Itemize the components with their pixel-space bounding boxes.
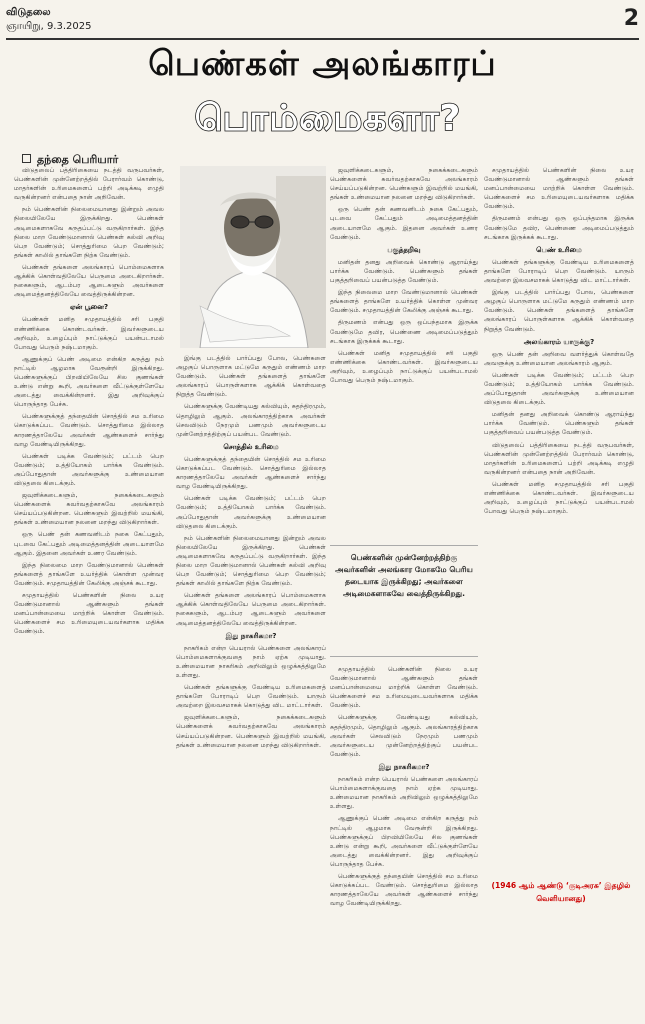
paragraph: நாகரிகம் என்ற பெயரால் பெண்களை அலங்காரப் பொம்மைகளாக்குவதை நாம் ஏற்க முடியாது. உண்மையான நாகரிகம் அறிவிலும் ஒழுக்கத்திலுமே உள்ளது. [330,776,478,811]
issue-date: ஞாயிறு, 9.3.2025 [6,21,92,32]
bullet-icon [22,154,31,163]
subheading: சொத்தில் உரிமை [223,442,279,451]
paragraph: பெண்கள் மனித சமுதாயத்தில் சரி பகுதி எண்ணிக்கை கொண்டவர்கள். இவர்களுடைய அறிவும், உழைப்பும் நாட்டுக்குப் பயன்படாமல் போவது பெரும் நஷ்டமாகும். [484,480,634,516]
pull-quote: பெண்களின் முன்னேற்றத்திற்கு அவர்களின் அலங்கார மோகமே பெரிய தடையாக இருக்கிறது; அவர்களை அடிமைகளாகவே வைத்திருக்கிறது. [330,545,478,657]
paragraph: இங்கு படத்தில் பார்ப்பது போல, பெண்களை அழகுப் பொருளாக மட்டுமே கருதும் எண்ணம் மாற வேண்டும். பெண்கள் தங்களைத் தாங்களே அலங்காரப் பொருள்களாக ஆக்கிக் கொள்வதை நிறுத்த வேண்டும். [176,355,326,399]
paragraph: பெண்களுக்கு வேண்டியது கல்வியும், சுதந்திரமும், தொழிலும் ஆகும். அலங்காரத்திற்காக அவர்கள் செலவிடும் நேரமும் பணமும் அவர்களுடைய முன்னேற்றத்திற்குப் பயன்பட வேண்டும். [330,714,478,758]
paragraph: மனிதன் தனது அறிவைக் கொண்டு ஆராய்ந்து பார்க்க வேண்டும். பெண்களும் தங்கள் பகுத்தறிவைப் பயன்படுத்த வேண்டும். [484,411,634,437]
paragraph: ஒரு பெண் தன் கணவனிடம் நகை கேட்பதும், புடவை கேட்பதும் அடிமைத்தனத்தின் அடையாளமே ஆகும். இதனை அவர்கள் உணர வேண்டும். [14,531,164,557]
paragraph: மனிதன் தனது அறிவைக் கொண்டு ஆராய்ந்து பார்க்க வேண்டும். பெண்களும் தங்கள் பகுத்தறிவைப் பயன்படுத்த வேண்டும். [330,258,478,285]
masthead-rule [6,38,639,40]
article-column-1 [14,166,164,1016]
paragraph: சமுதாயத்தில் பெண்களின் நிலை உயர வேண்டுமானால் ஆண்களும் தங்கள் மனப்பான்மையை மாற்றிக் கொள்ள வேண்டும். பெண்களைச் சம உரிமையுடையவர்களாக மதிக்க வேண்டும். [484,167,634,211]
paragraph: நம் பெண்களின் நிலைமையானது இன்றும் அவல நிலையிலேயே இருக்கிறது. பெண்கள் அடிமைகளாகவே கருதப்பட்டு வருகிறார்கள். இந்த நிலை மாற வேண்டுமானால் பெண்கள் கல்வி அறிவு பெற வேண்டும்; சொத்துரிமை பெற வேண்டும்; தங்கள் காலில் தாங்களே நிற்க வேண்டும். [176,534,326,588]
source-note-text: (1946 ஆம் ஆண்டு ‘குடிஅரசு’ இதழில் வெளியானது) [491,881,631,903]
paragraph: பெண்கள் தங்களுக்கு வேண்டிய உரிமைகளைத் தாங்களே போராடிப் பெற வேண்டும். யாரும் அவற்றை இலவசமாகக் கொடுத்து விட மாட்டார்கள். [176,684,326,710]
paragraph: விடுதலைப் பத்திரிகையை நடத்தி வருபவர்கள், பெண்களின் முன்னேற்றத்தில் பேரார்வம் கொண்டு, மாதர்களின் உரிமைகளைப் பற்றி அடிக்கடி எழுதி வருகின்றனர் என்பதை நான் அறிவேன். [14,167,164,202]
subheading: இது நாகரிகமா? [225,631,277,640]
paragraph: இந்த நிலைமை மாற வேண்டுமானால் பெண்கள் தங்களைத் தாங்களே உயர்த்திக் கொள்ள முன்வர வேண்டும். சமுதாயத்தின் கேலிக்கு அஞ்சக் கூடாது. [14,561,164,587]
article-column-4 [484,166,634,846]
subheading: இது நாகரிகமா? [378,762,430,771]
article-column-3 [330,166,478,541]
headline-line2: பொம்மைகளா? [194,98,462,139]
subheading: பகுத்தறிவு [387,245,421,254]
subheading: ஏன் பூனை? [69,303,109,312]
paragraph: பெண்களுக்குத் தந்தையின் சொத்தில் சம உரிமை கொடுக்கப்பட வேண்டும். சொத்துரிமை இல்லாத காரணத்தாலேயே அவர்கள் ஆண்களைச் சார்ந்து வாழ வேண்டியிருக்கிறது. [176,455,326,491]
portrait-photo [180,166,326,348]
paragraph: ஆணுக்குப் பெண் அடிமை என்கிற கருத்து நம் நாட்டில் ஆழமாக வேரூன்றி இருக்கிறது. பெண்களுக்குப் பிறவியிலேயே சில குணங்கள் உண்டு என்று கூறி, அவர்களை வீட்டுக்குள்ளேயே அடைத்து வைக்கின்றனர். இது அறிவுக்குப் பொருந்தாத பேச்சு. [14,355,164,409]
paragraph: ஜவுளிக்கடைகளும், நகைக்கடைகளும் பெண்களைக் கவர்வதற்காகவே அலங்காரம் செய்யப்படுகின்றன. பெண்களும் இவற்றில் மயங்கி, தங்கள் உண்மையான நலனை மறந்து விடுகிறார்கள். [176,714,326,749]
paragraph: நாகரிகம் என்ற பெயரால் பெண்களை அலங்காரப் பொம்மைகளாக்குவதை நாம் ஏற்க முடியாது. உண்மையான நாகரிகம் அறிவிலும் ஒழுக்கத்திலுமே உள்ளது. [176,644,326,679]
byline-author: தந்தை பெரியார் [37,153,119,166]
paragraph: ஜவுளிக்கடைகளும், நகைக்கடைகளும் பெண்களைக் கவர்வதற்காகவே அலங்காரம் செய்யப்படுகின்றன. பெண்களும் இவற்றில் மயங்கி, தங்கள் உண்மையான நலனை மறந்து விடுகிறார்கள். [14,492,164,527]
paragraph: பெண்கள் தங்களுக்கு வேண்டிய உரிமைகளைத் தாங்களே போராடிப் பெற வேண்டும். யாரும் அவற்றை இலவசமாகக் கொடுத்து விட மாட்டார்கள். [484,258,634,285]
paragraph: பெண்கள் படிக்க வேண்டும்; பட்டம் பெற வேண்டும்; உத்தியோகம் பார்க்க வேண்டும். அப்போதுதான் அவர்களுக்கு உண்மையான விடுதலை கிடைக்கும். [176,495,326,530]
paragraph: பெண்களுக்குத் தந்தையின் சொத்தில் சம உரிமை கொடுக்கப்பட வேண்டும். சொத்துரிமை இல்லாத காரணத்தாலேயே அவர்கள் ஆண்களைச் சார்ந்து வாழ வேண்டியிருக்கிறது. [14,413,164,448]
paragraph: பெண்கள் படிக்க வேண்டும்; பட்டம் பெற வேண்டும்; உத்தியோகம் பார்க்க வேண்டும். அப்போதுதான் அவர்களுக்கு உண்மையான விடுதலை கிடைக்கும். [484,371,634,407]
paragraph: பெண்கள் தங்களை அலங்காரப் பொம்மைகளாக ஆக்கிக் கொள்வதிலேயே பெருமை அடைகிறார்கள். நகைகளும், ஆடம்பர ஆடைகளும் அவர்களை அடிமைத்தனத்திலேயே வைத்திருக்கின்றன. [14,263,164,299]
paragraph: ஒரு பெண் தன் அறிவை வளர்த்துக் கொள்வதே அவளுக்கு உண்மையான அலங்காரம் ஆகும். [484,350,634,367]
paragraph: பெண்கள் தங்களை அலங்காரப் பொம்மைகளாக ஆக்கிக் கொள்வதிலேயே பெருமை அடைகிறார்கள். நகைகளும், ஆடம்பர ஆடைகளும் அவர்களை அடிமைத்தனத்திலேயே வைத்திருக்கின்றன. [176,592,326,627]
paragraph: ஒரு பெண் தன் கணவனிடம் நகை கேட்பதும், புடவை கேட்பதும் அடிமைத்தனத்தின் அடையாளமே ஆகும். இதனை அவர்கள் உணர வேண்டும். [330,206,478,241]
paragraph: நம் பெண்களின் நிலைமையானது இன்றும் அவல நிலையிலேயே இருக்கிறது. பெண்கள் அடிமைகளாகவே கருதப்பட்டு வருகிறார்கள். இந்த நிலை மாற வேண்டுமானால் பெண்கள் கல்வி அறிவு பெற வேண்டும்; சொத்துரிமை பெற வேண்டும்; தங்கள் காலில் தாங்களே நிற்க வேண்டும். [14,206,164,259]
paragraph: ஆணுக்குப் பெண் அடிமை என்கிற கருத்து நம் நாட்டில் ஆழமாக வேரூன்றி இருக்கிறது. பெண்களுக்குப் பிறவியிலேயே சில குணங்கள் உண்டு என்று கூறி, அவர்களை வீட்டுக்குள்ளேயே அடைத்து வைக்கின்றனர். இது அறிவுக்குப் பொருந்தாத பேச்சு. [330,815,478,868]
portrait-illustration [180,166,326,348]
paragraph: பெண்கள் படிக்க வேண்டும்; பட்டம் பெற வேண்டும்; உத்தியோகம் பார்க்க வேண்டும். அப்போதுதான் அவர்களுக்கு உண்மையான விடுதலை கிடைக்கும். [14,452,164,487]
subheading: பெண் உரிமை [536,245,582,254]
masthead-left [6,6,91,34]
paragraph: சமுதாயத்தில் பெண்களின் நிலை உயர வேண்டுமானால் ஆண்களும் தங்கள் மனப்பான்மையை மாற்றிக் கொள்ள வேண்டும். பெண்களைச் சம உரிமையுடையவர்களாக மதிக்க வேண்டும். [14,592,164,636]
paragraph: ஜவுளிக்கடைகளும், நகைக்கடைகளும் பெண்களைக் கவர்வதற்காகவே அலங்காரம் செய்யப்படுகின்றன. பெண்களும் இவற்றில் மயங்கி, தங்கள் உண்மையான நலனை மறந்து விடுகிறார்கள். [330,167,478,202]
headline-line2-box [138,98,518,142]
paragraph: இந்த நிலைமை மாற வேண்டுமானால் பெண்கள் தங்களைத் தாங்களே உயர்த்திக் கொள்ள முன்வர வேண்டும். சமுதாயத்தின் கேலிக்கு அஞ்சக் கூடாது. [330,289,478,315]
paragraph: திருமணம் என்பது ஒரு ஒப்பந்தமாக இருக்க வேண்டுமே தவிர, பெண்ணை அடிமைப்படுத்தும் சடங்காக இருக்கக் கூடாது. [484,215,634,241]
paragraph: திருமணம் என்பது ஒரு ஒப்பந்தமாக இருக்க வேண்டுமே தவிர, பெண்ணை அடிமைப்படுத்தும் சடங்காக இருக்கக் கூடாது. [330,319,478,345]
paragraph: பெண்கள் மனித சமுதாயத்தில் சரி பகுதி எண்ணிக்கை கொண்டவர்கள். இவர்களுடைய அறிவும், உழைப்பும் நாட்டுக்குப் பயன்படாமல் போவது பெரும் நஷ்டமாகும். [14,316,164,351]
subheading: அலங்காரம் யாருக்கு? [523,337,595,346]
page-number: 2 [623,6,639,31]
headline-line1: பெண்கள் அலங்காரப் [148,44,497,84]
paragraph: பெண்களுக்குத் தந்தையின் சொத்தில் சம உரிமை கொடுக்கப்பட வேண்டும். சொத்துரிமை இல்லாத காரணத்தாலேயே அவர்கள் ஆண்களைச் சார்ந்து வாழ வேண்டியிருக்கிறது. [330,872,478,908]
paper-name: விடுதலை [6,7,51,18]
source-note [488,880,634,905]
article-column-3-lower [330,665,478,1015]
paragraph: சமுதாயத்தில் பெண்களின் நிலை உயர வேண்டுமானால் ஆண்களும் தங்கள் மனப்பான்மையை மாற்றிக் கொள்ள வேண்டும். பெண்களைச் சம உரிமையுடையவர்களாக மதிக்க வேண்டும். [330,666,478,710]
paragraph: விடுதலைப் பத்திரிகையை நடத்தி வருபவர்கள், பெண்களின் முன்னேற்றத்தில் பேரார்வம் கொண்டு, மாதர்களின் உரிமைகளைப் பற்றி அடிக்கடி எழுதி வருகின்றனர் என்பதை நான் அறிவேன். [484,441,634,476]
article-column-2 [176,354,326,1016]
masthead [6,6,639,40]
paragraph: பெண்கள் மனித சமுதாயத்தில் சரி பகுதி எண்ணிக்கை கொண்டவர்கள். இவர்களுடைய அறிவும், உழைப்பும் நாட்டுக்குப் பயன்படாமல் போவது பெரும் நஷ்டமாகும். [330,349,478,384]
paragraph: பெண்களுக்கு வேண்டியது கல்வியும், சுதந்திரமும், தொழிலும் ஆகும். அலங்காரத்திற்காக அவர்கள் செலவிடும் நேரமும் பணமும் அவர்களுடைய முன்னேற்றத்திற்குப் பயன்பட வேண்டும். [176,403,326,438]
paragraph: இங்கு படத்தில் பார்ப்பது போல, பெண்களை அழகுப் பொருளாக மட்டுமே கருதும் எண்ணம் மாற வேண்டும். பெண்கள் தங்களைத் தாங்களே அலங்காரப் பொருள்களாக ஆக்கிக் கொள்வதை நிறுத்த வேண்டும். [484,289,634,333]
